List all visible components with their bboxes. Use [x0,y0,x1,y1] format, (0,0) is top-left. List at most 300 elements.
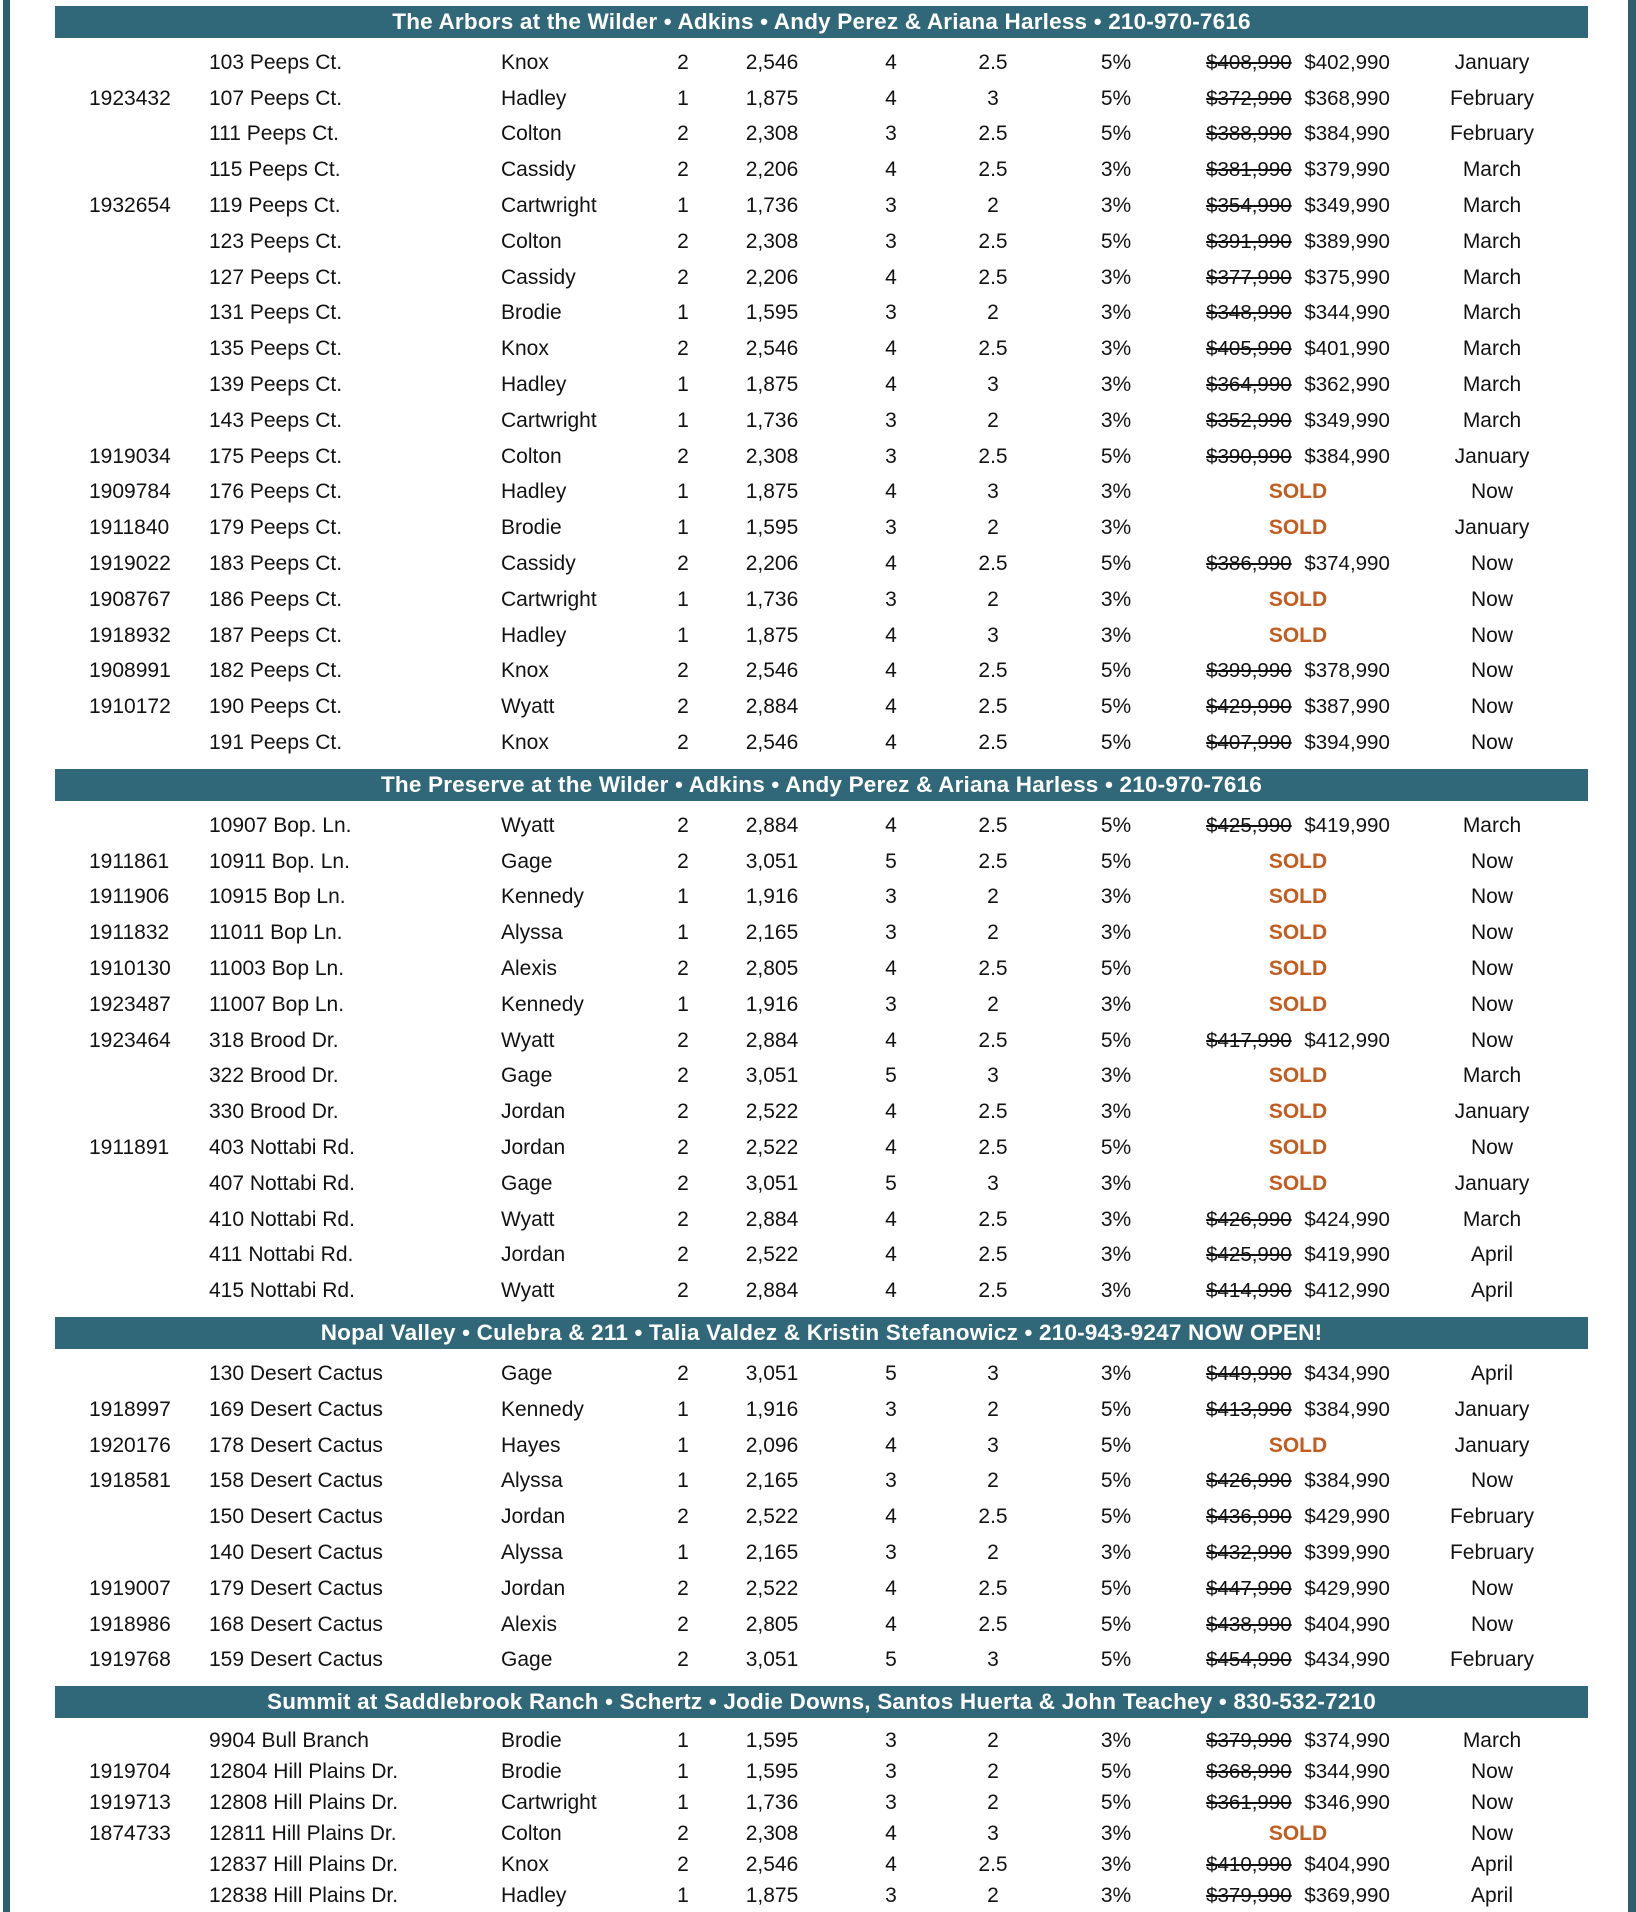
bedrooms-count: 3 [885,194,897,218]
floor-plan-name: Gage [501,1361,553,1385]
bathrooms-count: 2.5 [978,158,1008,182]
price-cell [1200,731,1396,755]
square-feet: 1,595 [745,301,799,325]
listing-row [55,475,1588,511]
mls-number: 1932654 [89,194,171,218]
mls-number: 1919007 [89,1576,171,1600]
bathrooms-count: 2.5 [978,1136,1008,1159]
rate-percent: 3% [1100,1207,1132,1231]
sold-label: SOLD [1268,587,1328,611]
bedrooms-count: 3 [885,1759,897,1783]
community-section [55,1686,1588,1911]
square-feet: 2,884 [745,1207,799,1231]
rate-percent: 3% [1100,885,1132,909]
square-feet: 1,875 [745,86,799,110]
stories-count: 1 [677,194,689,218]
address: 168 Desert Cactus [209,1612,383,1636]
price-cell [1200,1791,1396,1815]
old-price-strikethrough: $388,990 [1206,122,1292,146]
bedrooms-count: 3 [885,1540,897,1564]
price-cell [1200,266,1396,290]
price-cell [1200,158,1396,182]
community-title: The Preserve at the Wilder • Adkins • Andy Perez & Ariana Harless • 210-970-7616 [380,771,1263,797]
community-section [55,769,1588,1309]
listing-row [55,1571,1588,1607]
floor-plan-name: Alyssa [501,1540,563,1564]
bathrooms-count: 2 [987,1759,999,1783]
rate-percent: 5% [1100,122,1132,146]
bathrooms-count: 2 [987,516,999,540]
address: 11007 Bop Ln. [209,992,345,1016]
address: 183 Peeps Ct. [209,552,343,576]
old-price-strikethrough: $405,990 [1206,337,1292,361]
stories-count: 1 [677,480,689,504]
sold-label: SOLD [1268,957,1328,981]
availability-month: March [1462,229,1522,253]
listing-row [55,1356,1588,1392]
bedrooms-count: 3 [885,301,897,325]
floor-plan-name: Cassidy [501,552,576,576]
stories-count: 1 [677,516,689,540]
square-feet: 2,546 [745,1852,799,1876]
address: 415 Nottabi Rd. [209,1279,355,1303]
old-price-strikethrough: $425,990 [1206,1243,1292,1267]
bedrooms-count: 3 [885,1790,897,1814]
floor-plan-name: Colton [501,122,562,146]
square-feet: 2,546 [745,337,799,361]
rate-percent: 5% [1100,849,1132,873]
availability-month: April [1470,1883,1513,1907]
current-price: $362,990 [1304,373,1390,397]
listing-row [55,1880,1588,1911]
current-price: $344,990 [1304,1759,1390,1783]
address: 143 Peeps Ct. [209,408,343,432]
listings-table [55,6,1588,1912]
old-price-strikethrough: $352,990 [1206,408,1292,432]
mls-number: 1911832 [89,921,170,945]
listing-row [55,1023,1588,1059]
bathrooms-count: 2 [987,1540,999,1564]
bedrooms-count: 4 [885,480,897,504]
current-price: $419,990 [1304,1243,1390,1267]
price-cell [1200,337,1396,361]
stories-count: 2 [677,1171,689,1195]
price-cell [1200,624,1396,648]
floor-plan-name: Kennedy [501,1397,584,1421]
floor-plan-name: Gage [501,849,553,873]
square-feet: 2,884 [745,813,799,837]
sold-label: SOLD [1268,849,1328,873]
current-price: $429,990 [1304,1576,1390,1600]
community-rows [55,808,1588,1309]
price-cell [1200,301,1396,325]
address: 186 Peeps Ct. [209,587,343,611]
rate-percent: 5% [1100,1397,1132,1421]
floor-plan-name: Knox [501,1852,549,1876]
floor-plan-name: Brodie [501,1759,562,1783]
listing-row [55,1642,1588,1678]
sold-label: SOLD [1268,1136,1328,1159]
availability-month: Now [1470,957,1513,981]
old-price-strikethrough: $407,990 [1206,731,1292,755]
availability-month: January [1454,1100,1530,1124]
listing-row [55,331,1588,367]
availability-month: February [1449,1540,1535,1564]
listing-row [55,45,1588,81]
bedrooms-count: 4 [885,731,897,755]
floor-plan-name: Wyatt [501,1279,555,1303]
bathrooms-count: 2 [987,921,999,945]
rate-percent: 3% [1100,992,1132,1016]
square-feet: 1,875 [745,480,799,504]
square-feet: 2,096 [745,1433,799,1457]
bedrooms-count: 3 [885,516,897,540]
community-section [55,1317,1588,1678]
listing-row [55,1725,1588,1756]
availability-month: January [1454,1171,1530,1195]
price-cell [1200,1029,1396,1053]
stories-count: 1 [677,1540,689,1564]
bathrooms-count: 2 [987,1883,999,1907]
bathrooms-count: 2.5 [978,659,1008,683]
current-price: $404,990 [1304,1612,1390,1636]
rate-percent: 3% [1100,1171,1132,1195]
square-feet: 1,875 [745,623,799,647]
availability-month: Now [1470,552,1513,576]
stories-count: 2 [677,1207,689,1231]
address: 139 Peeps Ct. [209,373,343,397]
bathrooms-count: 2.5 [978,1612,1008,1636]
listing-row [55,582,1588,618]
stories-count: 2 [677,1612,689,1636]
sold-label: SOLD [1268,1433,1328,1457]
listing-row [55,403,1588,439]
address: 330 Brood Dr. [209,1100,339,1124]
stories-count: 2 [677,265,689,289]
bathrooms-count: 2 [987,885,999,909]
availability-month: January [1454,1397,1530,1421]
rate-percent: 5% [1100,1612,1132,1636]
price-cell [1200,409,1396,433]
listing-row [55,1130,1588,1166]
bedrooms-count: 4 [885,1576,897,1600]
floor-plan-name: Kennedy [501,992,584,1016]
rate-percent: 3% [1100,921,1132,945]
bedrooms-count: 4 [885,337,897,361]
price-cell [1200,1398,1396,1422]
availability-month: March [1462,813,1522,837]
floor-plan-name: Wyatt [501,1207,555,1231]
rate-percent: 3% [1100,408,1132,432]
price-cell [1200,1172,1396,1196]
square-feet: 3,051 [745,1648,799,1672]
price-cell [1200,659,1396,683]
bedrooms-count: 4 [885,158,897,182]
address: 12804 Hill Plains Dr. [209,1759,399,1783]
bathrooms-count: 2.5 [978,50,1008,74]
old-price-strikethrough: $408,990 [1206,50,1292,74]
availability-month: February [1449,86,1535,110]
mls-number: 1918932 [89,623,171,647]
current-price: $384,990 [1304,444,1390,468]
current-price: $378,990 [1304,659,1390,683]
mls-number: 1911891 [89,1136,170,1159]
mls-number: 1911861 [89,849,170,873]
availability-month: Now [1470,731,1513,755]
old-price-strikethrough: $414,990 [1206,1279,1292,1303]
listing-row [55,1535,1588,1571]
listing-row [55,117,1588,153]
bathrooms-count: 2 [987,301,999,325]
current-price: $346,990 [1304,1790,1390,1814]
availability-month: March [1462,194,1522,218]
listing-row [55,987,1588,1023]
bathrooms-count: 2.5 [978,122,1008,146]
sold-label: SOLD [1268,885,1328,909]
stories-count: 1 [677,86,689,110]
rate-percent: 5% [1100,1433,1132,1457]
floor-plan-name: Wyatt [501,1028,555,1052]
bathrooms-count: 2.5 [978,1505,1008,1529]
price-cell [1200,1613,1396,1637]
current-price: $434,990 [1304,1648,1390,1672]
bathrooms-count: 2.5 [978,957,1008,981]
mls-number: 1874733 [89,1821,171,1845]
availability-month: April [1470,1361,1513,1385]
listing-row [55,546,1588,582]
bathrooms-count: 2.5 [978,1852,1008,1876]
listing-row [55,808,1588,844]
floor-plan-name: Brodie [501,1728,562,1752]
availability-month: January [1454,444,1530,468]
stories-count: 1 [677,301,689,325]
floor-plan-name: Knox [501,659,549,683]
mls-number: 1919768 [89,1648,171,1672]
old-price-strikethrough: $413,990 [1206,1397,1292,1421]
rate-percent: 5% [1100,813,1132,837]
bedrooms-count: 4 [885,1279,897,1303]
stories-count: 2 [677,731,689,755]
current-price: $374,990 [1304,1728,1390,1752]
old-price-strikethrough: $429,990 [1206,695,1292,719]
price-cell [1200,516,1396,540]
floor-plan-name: Hadley [501,373,567,397]
floor-plan-name: Jordan [501,1576,566,1600]
address: 322 Brood Dr. [209,1064,339,1088]
old-price-strikethrough: $436,990 [1206,1505,1292,1529]
stories-count: 2 [677,1100,689,1124]
stories-count: 2 [677,337,689,361]
address: 131 Peeps Ct. [209,301,343,325]
stories-count: 1 [677,885,689,909]
bathrooms-count: 2.5 [978,849,1008,873]
square-feet: 2,884 [745,1028,799,1052]
stories-count: 2 [677,1028,689,1052]
address: 176 Peeps Ct. [209,480,343,504]
bathrooms-count: 3 [987,480,999,504]
floor-plan-name: Colton [501,1821,562,1845]
square-feet: 1,595 [745,1759,799,1783]
rate-percent: 3% [1100,1064,1132,1088]
old-price-strikethrough: $379,990 [1206,1728,1292,1752]
floor-plan-name: Alexis [501,957,558,981]
bedrooms-count: 3 [885,1883,897,1907]
listing-row [55,844,1588,880]
stories-count: 2 [677,849,689,873]
rate-percent: 5% [1100,1469,1132,1493]
availability-month: March [1462,337,1522,361]
rate-percent: 5% [1100,229,1132,253]
bedrooms-count: 3 [885,885,897,909]
address: 10915 Bop Ln. [209,885,346,909]
stories-count: 2 [677,1505,689,1529]
mls-number: 1908991 [89,659,171,683]
rate-percent: 3% [1100,480,1132,504]
address: 111 Peeps Ct. [209,122,339,146]
bedrooms-count: 3 [885,444,897,468]
stories-count: 2 [677,444,689,468]
availability-month: April [1470,1243,1513,1267]
stories-count: 2 [677,552,689,576]
stories-count: 1 [677,587,689,611]
availability-month: Now [1470,695,1513,719]
price-cell [1200,814,1396,838]
listing-row [55,510,1588,546]
floor-plan-name: Brodie [501,301,562,325]
community-rows [55,1356,1588,1678]
rate-percent: 3% [1100,623,1132,647]
rate-percent: 5% [1100,552,1132,576]
square-feet: 2,165 [745,1469,799,1493]
square-feet: 2,308 [745,122,799,146]
sold-label: SOLD [1268,992,1328,1016]
sold-label: SOLD [1268,1821,1328,1845]
stories-count: 1 [677,408,689,432]
price-cell [1200,850,1396,874]
old-price-strikethrough: $426,990 [1206,1469,1292,1493]
current-price: $384,990 [1304,1397,1390,1421]
stories-count: 1 [677,1728,689,1752]
address: 140 Desert Cactus [209,1540,383,1564]
stories-count: 1 [677,1469,689,1493]
square-feet: 2,884 [745,695,799,719]
listing-row [55,260,1588,296]
bedrooms-count: 4 [885,1100,897,1124]
old-price-strikethrough: $381,990 [1206,158,1292,182]
stories-count: 1 [677,921,689,945]
address: 10907 Bop. Ln. [209,813,352,837]
current-price: $379,990 [1304,158,1390,182]
community-rows [55,1725,1588,1911]
square-feet: 2,805 [745,957,799,981]
availability-month: Now [1470,1790,1513,1814]
sold-label: SOLD [1268,921,1328,945]
right-border-stripe [1628,0,1636,1912]
stories-count: 1 [677,623,689,647]
address: 123 Peeps Ct. [209,229,343,253]
square-feet: 2,522 [745,1136,799,1159]
floor-plan-name: Gage [501,1171,553,1195]
floor-plan-name: Knox [501,731,549,755]
price-cell [1200,993,1396,1017]
mls-number: 1910130 [89,957,171,981]
bedrooms-count: 4 [885,1852,897,1876]
rate-percent: 3% [1100,1361,1132,1385]
square-feet: 2,308 [745,1821,799,1845]
rate-percent: 5% [1100,957,1132,981]
square-feet: 2,522 [745,1505,799,1529]
rate-percent: 3% [1100,1821,1132,1845]
community-header-bar [55,6,1588,38]
old-price-strikethrough: $377,990 [1206,265,1292,289]
bedrooms-count: 4 [885,1612,897,1636]
old-price-strikethrough: $348,990 [1206,301,1292,325]
bathrooms-count: 2.5 [978,1207,1008,1231]
price-cell [1200,1648,1396,1672]
rate-percent: 5% [1100,86,1132,110]
stories-count: 2 [677,1243,689,1267]
mls-number: 1911906 [89,885,170,909]
price-cell [1200,445,1396,469]
price-cell [1200,588,1396,612]
listing-row [55,1463,1588,1499]
old-price-strikethrough: $454,990 [1206,1648,1292,1672]
price-cell [1200,1729,1396,1753]
bedrooms-count: 4 [885,86,897,110]
stories-count: 2 [677,122,689,146]
listing-row [55,1818,1588,1849]
mls-number: 1920176 [89,1433,171,1457]
listing-row [55,1166,1588,1202]
stories-count: 1 [677,992,689,1016]
listing-row [55,1787,1588,1818]
bathrooms-count: 2 [987,1728,999,1752]
stories-count: 2 [677,659,689,683]
availability-month: March [1462,301,1522,325]
old-price-strikethrough: $354,990 [1206,194,1292,218]
availability-month: Now [1470,1028,1513,1052]
rate-percent: 5% [1100,695,1132,719]
price-cell [1200,1853,1396,1877]
square-feet: 1,875 [745,373,799,397]
rate-percent: 5% [1100,1759,1132,1783]
bedrooms-count: 3 [885,122,897,146]
availability-month: March [1462,373,1522,397]
address: 179 Desert Cactus [209,1576,383,1600]
bedrooms-count: 3 [885,229,897,253]
stories-count: 2 [677,1648,689,1672]
address: 150 Desert Cactus [209,1505,383,1529]
listing-row [55,1238,1588,1274]
current-price: $369,990 [1304,1883,1390,1907]
community-rows [55,45,1588,761]
current-price: $434,990 [1304,1361,1390,1385]
bathrooms-count: 3 [987,1648,999,1672]
community-title: The Arbors at the Wilder • Adkins • Andy Perez & Ariana Harless • 210-970-7616 [392,9,1251,34]
bathrooms-count: 2.5 [978,265,1008,289]
community-section [55,6,1588,761]
price-cell [1200,480,1396,504]
stories-count: 2 [677,1361,689,1385]
rate-percent: 5% [1100,444,1132,468]
bathrooms-count: 2 [987,194,999,218]
left-border-stripe [3,0,10,1912]
price-cell [1200,885,1396,909]
bedrooms-count: 4 [885,1136,897,1159]
current-price: $412,990 [1304,1279,1390,1303]
price-cell [1200,957,1396,981]
rate-percent: 5% [1100,1136,1132,1159]
